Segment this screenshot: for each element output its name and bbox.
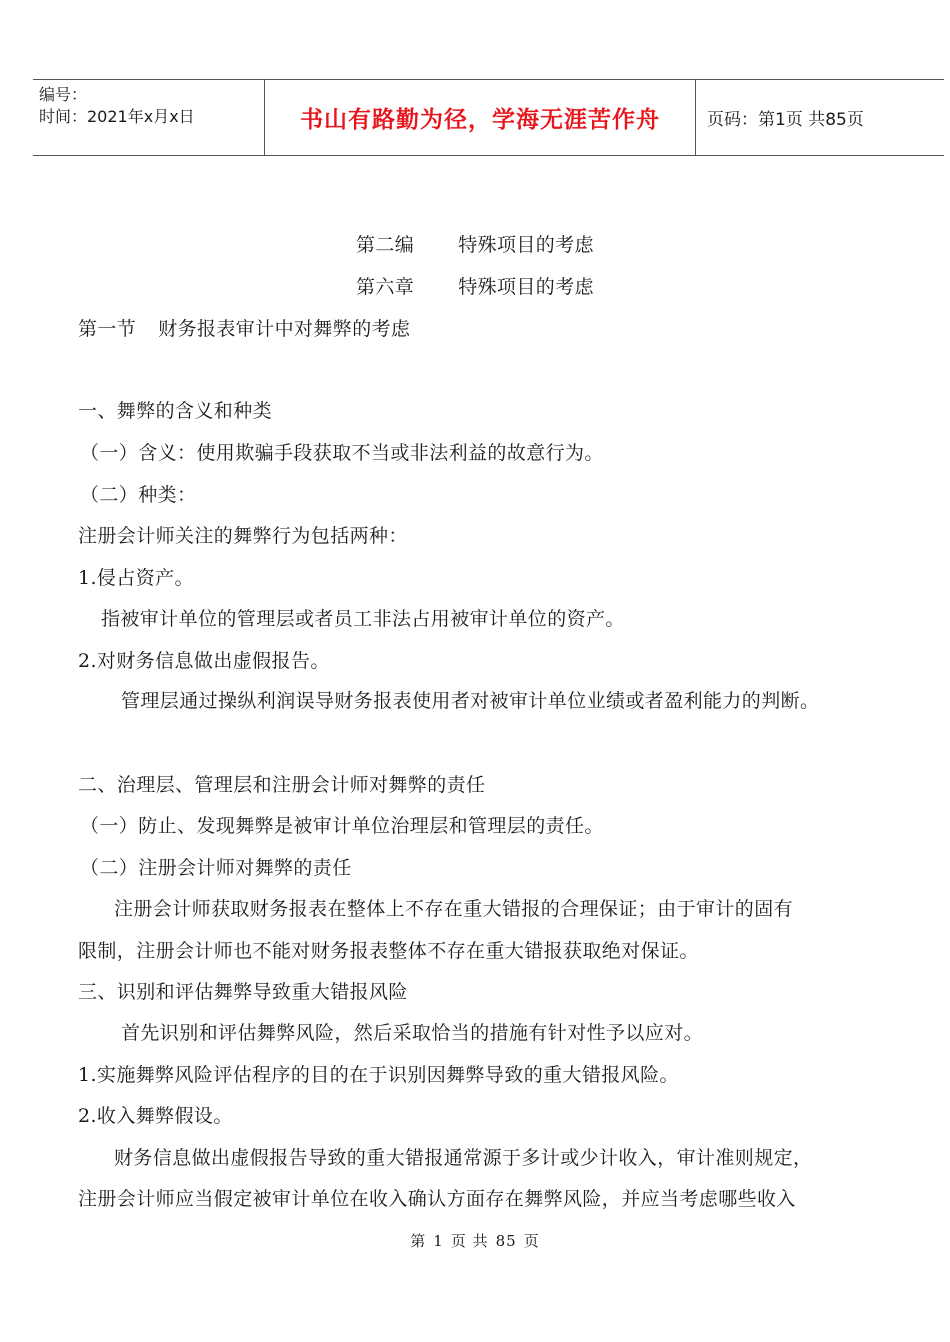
footer-page-number: 1	[433, 1232, 444, 1250]
subitem-types: （二）种类：	[80, 484, 197, 506]
footer-mid: 页 共	[450, 1232, 489, 1250]
heading-risk-identification: 三、识别和评估舞弊导致重大错报风险	[78, 981, 408, 1003]
part-heading	[0, 232, 950, 258]
footer-total-pages: 85	[495, 1232, 517, 1250]
header-page-info: 页码：第1页 共85页	[707, 110, 864, 130]
part-number: 第二编	[355, 234, 415, 256]
chapter-number: 第六章	[355, 276, 415, 298]
heading-fraud-definition-types: 一、舞弊的含义和种类	[78, 400, 273, 422]
header-motto: 书山有路勤为径，学海无涯苦作舟	[265, 80, 696, 155]
chapter-title: 特殊项目的考虑	[458, 276, 594, 298]
paragraph-line: 指被审计单位的管理层或者员工非法占用被审计单位的资产。	[101, 608, 625, 630]
document-number-label: 编号：	[39, 85, 88, 104]
subitem-auditor-responsibility: （二）注册会计师对舞弊的责任	[80, 857, 352, 879]
section-number: 第一节	[78, 318, 137, 340]
footer-prefix: 第	[410, 1232, 427, 1250]
list-item-risk-assessment: 1.实施舞弊风险评估程序的目的在于识别因舞弊导致的重大错报风险。	[78, 1064, 679, 1086]
footer-suffix: 页	[523, 1232, 540, 1250]
document-time-label: 时间：2021年x月x日	[39, 107, 195, 126]
page-header	[33, 79, 944, 156]
list-item-fraudulent-reporting: 2.对财务信息做出虚假报告。	[78, 650, 330, 672]
page-footer	[0, 1230, 950, 1251]
section-heading	[78, 316, 410, 342]
paragraph-line: 财务信息做出虚假报告导致的重大错报通常源于多计或少计收入，审计准则规定，	[114, 1147, 813, 1169]
paragraph-line: 首先识别和评估舞弊风险，然后采取恰当的措施有针对性予以应对。	[121, 1022, 704, 1044]
section-title: 财务报表审计中对舞弊的考虑	[158, 318, 411, 340]
subitem-definition: （一）含义：使用欺骗手段获取不当或非法利益的故意行为。	[80, 442, 604, 464]
heading-responsibilities: 二、治理层、管理层和注册会计师对舞弊的责任	[78, 774, 486, 796]
chapter-heading	[0, 274, 950, 300]
paragraph-line: 注册会计师关注的舞弊行为包括两种：	[78, 525, 408, 547]
paragraph-line: 注册会计师应当假定被审计单位在收入确认方面存在舞弊风险，并应当考虑哪些收入	[78, 1188, 796, 1210]
paragraph-line: 管理层通过操纵利润误导财务报表使用者对被审计单位业绩或者盈利能力的判断。	[121, 690, 820, 712]
list-item-asset-misappropriation: 1.侵占资产。	[78, 567, 194, 589]
paragraph-line: 注册会计师获取财务报表在整体上不存在重大错报的合理保证；由于审计的固有	[114, 898, 794, 920]
header-meta-cell	[33, 80, 265, 155]
part-title: 特殊项目的考虑	[458, 234, 594, 256]
subitem-prevention: （一）防止、发现舞弊是被审计单位治理层和管理层的责任。	[80, 815, 604, 837]
list-item-revenue-assumption: 2.收入舞弊假设。	[78, 1105, 233, 1127]
paragraph-line: 限制，注册会计师也不能对财务报表整体不存在重大错报获取绝对保证。	[78, 940, 699, 962]
